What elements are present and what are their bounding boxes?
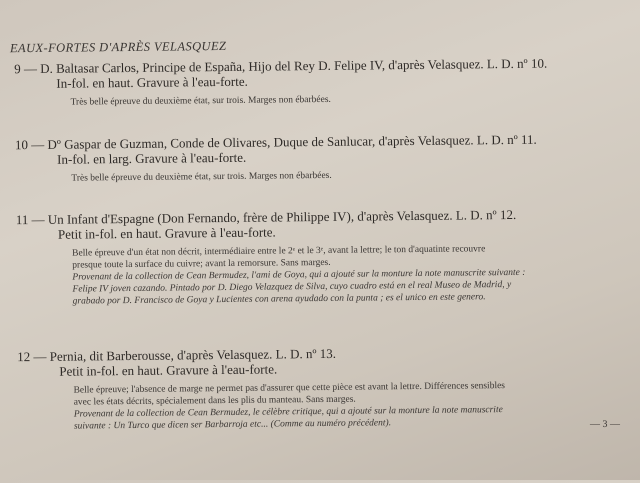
entry-title: 11 — Un Infant d'Espagne (Don Fernando, frère de Philippe IV), d'après Velasquez. L. D. nº 12.: [15, 206, 517, 228]
entry-subtitle: In-fol. en haut. Gravure à l'eau-forte.: [56, 73, 248, 91]
catalogue-entry-12: [17, 343, 628, 433]
entry-note: Très belle épreuve du deuxième état, sur trois. Marges non ébarbées.: [70, 94, 331, 108]
provenance-note: Provenant de la collection de Cean Bermudez, l'ami de Goya, qui a ajouté sur la monture la note manuscrite suivante :: [72, 267, 526, 283]
entry-subtitle: In-fol. en larg. Gravure à l'eau-forte.: [57, 149, 247, 167]
catalogue-entry-9: [14, 55, 624, 109]
catalogue-entry-10: [15, 131, 625, 185]
provenance-note: Felipe IV joven cazando. Pintado por D. Diego Velazquez de Silva, cuyo cuadro está en el real Museo de Madrid, y: [72, 280, 512, 295]
entry-note: avec les états décrits, spécialement dans les plis du manteau. Sans marges.: [73, 394, 356, 408]
provenance-note: Provenant de la collection de Cean Bermudez, le célèbre critique, qui a ajouté sur la monture la note manuscrite: [73, 405, 503, 420]
entry-subtitle: Petit in-fol. en haut. Gravure à l'eau-forte.: [57, 224, 276, 242]
provenance-note: suivante : Un Turco que dicen ser Barbarroja etc... (Comme au numéro précédent).: [73, 418, 392, 432]
page-number: — 3 —: [589, 418, 621, 431]
entry-title: 10 — Dº Gaspar de Guzman, Conde de Olivares, Duque de Sanlucar, d'après Velasquez. L. D. nº 11.: [14, 131, 537, 153]
entry-subtitle: Petit in-fol. en haut. Gravure à l'eau-forte.: [59, 361, 278, 379]
section-heading: EAUX-FORTES D'APRÈS VELASQUEZ: [9, 38, 227, 56]
provenance-note: grabado por D. Francisco de Goya y Lucientes con arena ayudado con la punta ; es el unico en este genero.: [72, 292, 486, 307]
entry-note: Belle épreuve d'un état non décrit, intermédiaire entre le 2ᵉ et le 3ᵉ, avant la lettre; le ton d'aquatinte recouvre: [72, 244, 486, 259]
entry-title: 12 — Pernia, dit Barberousse, d'après Velasquez. L. D. nº 13.: [17, 345, 337, 365]
entry-note: Très belle épreuve du deuxième état, sur trois. Marges non ébarbées.: [71, 170, 332, 184]
entry-note: Belle épreuve; l'absence de marge ne permet pas d'assurer que cette pièce est avant la lettre. Différences sensibles: [73, 381, 506, 396]
entry-note: presque toute la surface du cuivre; avant la remorsure. Sans marges.: [72, 257, 331, 271]
catalogue-entry-11: [16, 206, 627, 308]
entry-title: 9 — D. Baltasar Carlos, Principe de España, Hijo del Rey D. Felipe IV, d'après Velasquez. L. D. nº 10.: [14, 55, 548, 77]
